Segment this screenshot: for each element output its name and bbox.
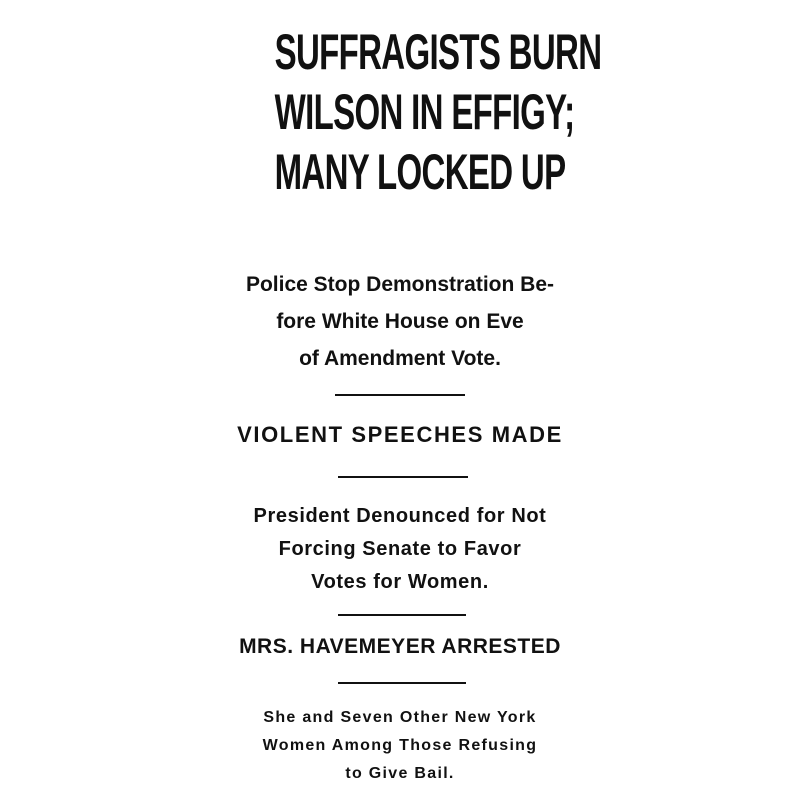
headline-line-2: WILSON IN EFFIGY; <box>274 84 575 140</box>
divider-rule-1 <box>335 394 465 396</box>
divider-rule-3 <box>338 614 466 616</box>
deck2-line-3: Votes for Women. <box>311 571 489 593</box>
subhead-violent-speeches: VIOLENT SPEECHES MADE <box>237 422 563 447</box>
divider-rule-2 <box>338 476 468 478</box>
deck3-line-1: She and Seven Other New York <box>263 709 537 726</box>
deck1-line-2: fore White House on Eve <box>276 310 524 333</box>
deck-president-denounced <box>210 500 590 599</box>
deck-refusing-bail <box>210 704 590 788</box>
deck1-line-1: Police Stop Demonstration Be- <box>245 273 555 296</box>
subhead-havemeyer-arrested: MRS. HAVEMEYER ARRESTED <box>239 635 561 658</box>
deck3-line-3: to Give Bail. <box>345 765 455 782</box>
main-headline <box>274 22 602 202</box>
headline-line-3: MANY LOCKED UP <box>274 144 566 200</box>
deck1-line-3: of Amendment Vote. <box>299 347 501 370</box>
headline-line-1: SUFFRAGISTS BURN <box>274 24 602 80</box>
deck2-line-1: President Denounced for Not <box>253 505 547 527</box>
deck3-line-2: Women Among Those Refusing <box>262 737 538 754</box>
divider-rule-4 <box>338 682 466 684</box>
deck2-line-2: Forcing Senate to Favor <box>278 538 522 560</box>
deck-police-stop <box>210 266 590 377</box>
newspaper-clipping <box>210 0 602 800</box>
